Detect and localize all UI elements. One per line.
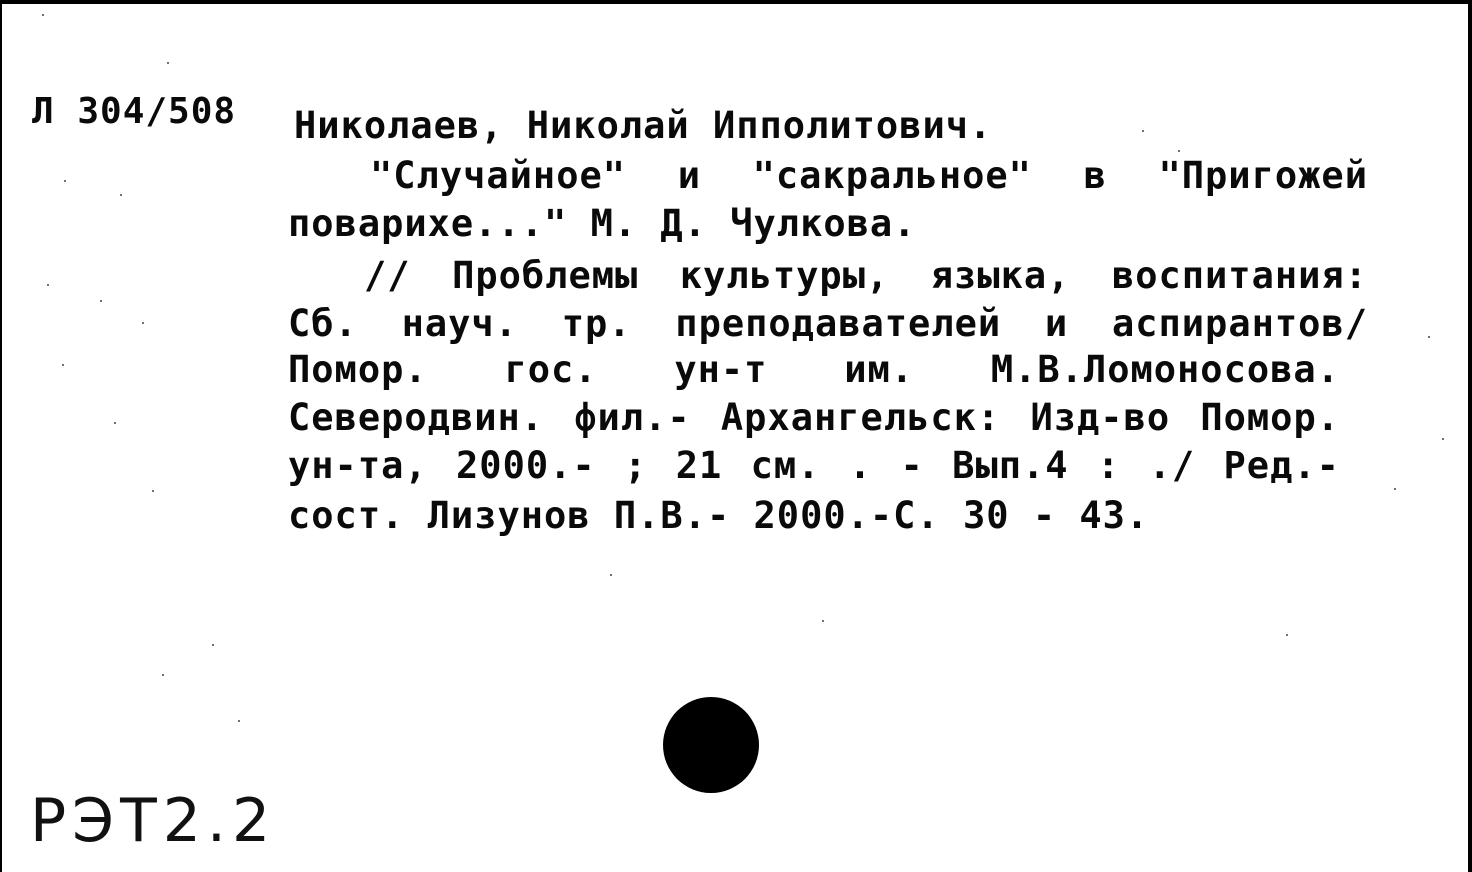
scan-speck [167, 62, 169, 64]
source-word: . [848, 444, 873, 487]
scan-speck [100, 300, 102, 302]
source-word: - [900, 444, 924, 487]
source-word: Помор. [1200, 396, 1340, 439]
source-word: см. [750, 444, 821, 487]
scan-speck [610, 574, 612, 576]
title-word: "Пригожей [1158, 154, 1368, 197]
source-word: 2000.- [456, 444, 596, 487]
scan-speck [1394, 488, 1396, 490]
punch-hole [663, 697, 759, 793]
scan-speck [1442, 438, 1444, 440]
scan-speck [152, 490, 154, 492]
source-word: и [1044, 302, 1069, 345]
source-word: 21 [675, 444, 723, 487]
source-word: культуры, [679, 254, 890, 297]
scan-speck [64, 180, 66, 182]
source-word: М.В.Ломоносова. [990, 348, 1340, 391]
source-word: ; [624, 444, 648, 487]
source-word: : [1096, 444, 1121, 487]
scan-speck [1142, 130, 1144, 132]
source-word: аспирантов/ [1111, 302, 1368, 345]
source-word: Северодвин. [288, 396, 545, 439]
source-word: Помор. [288, 348, 428, 391]
source-word: Проблемы [452, 254, 639, 297]
source-line-4 [288, 396, 1340, 440]
title-word: в [1083, 154, 1107, 197]
handwritten-code: РЭТ2.2 [30, 786, 277, 856]
scan-speck [47, 284, 49, 286]
title-word: и [677, 154, 701, 197]
scan-speck [120, 194, 122, 196]
title-word: "Случайное" [370, 154, 627, 197]
scan-speck [162, 674, 164, 676]
source-word: фил.- [574, 396, 691, 439]
author-line: Николаев, Николай Ипполитович. [294, 104, 993, 147]
source-word: преподавателей [675, 302, 1002, 345]
source-word: Ред.- [1223, 444, 1340, 487]
source-word: // [364, 254, 411, 297]
source-word: воспитания: [1111, 254, 1368, 297]
scan-speck [114, 422, 116, 424]
source-word: языка, [930, 254, 1071, 297]
scan-speck [1428, 336, 1430, 338]
source-line-3 [288, 348, 1340, 392]
title-word: "сакральное" [752, 154, 1032, 197]
source-line-1 [364, 254, 1368, 298]
source-word: Сб. [288, 302, 358, 345]
source-word: тр. [561, 302, 632, 345]
source-word: им. [844, 348, 915, 391]
scan-speck [238, 720, 240, 722]
source-line-5 [288, 444, 1340, 488]
source-word: Вып.4 [952, 444, 1069, 487]
source-word: Архангельск: [720, 396, 1001, 439]
title-line-1 [370, 154, 1368, 198]
scan-speck [62, 364, 64, 366]
source-word: ун-та, [288, 444, 428, 487]
scan-speck [1286, 634, 1288, 636]
scan-speck [42, 14, 44, 16]
source-word: ун-т [674, 348, 768, 391]
source-word: ./ [1148, 444, 1196, 487]
source-line-2 [288, 302, 1368, 346]
scan-speck [822, 620, 824, 622]
scan-speck [212, 644, 214, 646]
call-number: Л 304/508 [32, 91, 237, 132]
scan-speck [142, 322, 144, 324]
source-word: Изд-во [1030, 396, 1171, 439]
scan-speck [1178, 150, 1180, 152]
source-line-6: сост. Лизунов П.В.- 2000.-С. 30 - 43. [288, 494, 1150, 537]
title-line-2: поварихе..." М. Д. Чулкова. [288, 202, 917, 245]
source-word: гос. [504, 348, 598, 391]
source-word: науч. [401, 302, 518, 345]
